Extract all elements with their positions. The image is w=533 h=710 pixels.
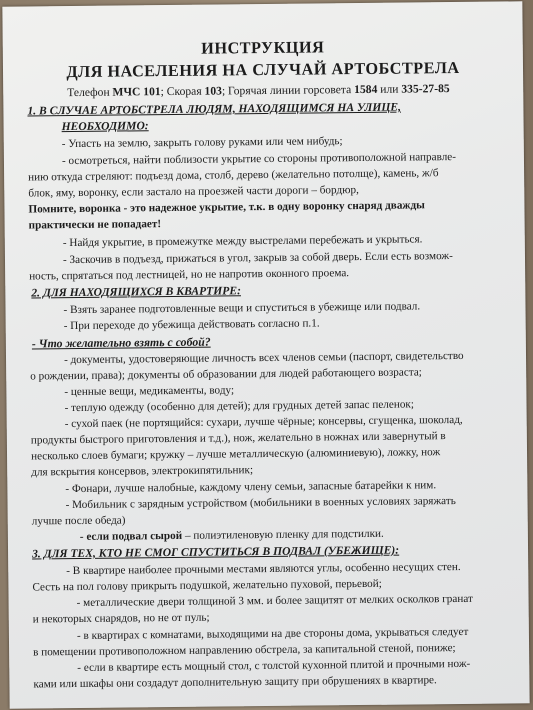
phone-sep2: ; Горячая линии горсовета: [221, 83, 355, 98]
phone-sep3: или: [377, 82, 402, 96]
s3-line: ками или шкафы они создадут дополнительную защиту при обрушениях в квартире.: [33, 674, 437, 691]
s2-item: для вскрытия консервов, электрокипятильник;: [31, 464, 254, 479]
s2-item: лучше после обеда): [31, 514, 126, 528]
s1-line: - осмотреться, найти поблизости укрытие со стороны противоположной направле-: [61, 151, 457, 168]
phone-sep1: ; Скорая: [160, 84, 205, 99]
s1-line: - Найдя укрытие, в промежутке между выстрелами перебежать и укрыться.: [62, 233, 423, 250]
s2-item: продукты быстрого приготовления и т.д.), нож, желательно в ножнах или завернутый в: [30, 430, 446, 447]
s3-line: Сесть на пол голову прикрыть подушкой, желательно пуховой, перьевой;: [32, 577, 382, 594]
s2-item: - теплую одежду (особенно для детей); для грудных детей запас пеленок;: [64, 398, 415, 415]
phone-alt: 335-27-85: [401, 82, 450, 96]
phone-ambulance: 103: [204, 84, 222, 98]
s2-item: - Мобильник с зарядным устройством (мобильники в военных условиях заряжать: [65, 495, 456, 512]
s1-line: нию откуда стреляют: подъезд дома, столб, дерево (желательно потолще), камень, ж/б: [28, 167, 439, 184]
phone-hotline: 1584: [354, 82, 378, 97]
s1-line: - Заскочив в подъезд, прижаться в угол, закрыв за собой дверь. Если есть возмож-: [62, 250, 453, 267]
section2-subheading: - Что желательно взять с собой?: [31, 334, 211, 351]
section1-heading: 1. В СЛУЧАЕ АРТОБСТРЕЛА ЛЮДЯМ, НАХОДЯЩИМСЯ НА УЛИЦЕ,: [27, 100, 402, 118]
s3-line: в помещении противоположном направлению обстрела, за капитальной стеной, пониже;: [33, 642, 456, 659]
s1-warning-cont: практически не попадает!: [28, 218, 162, 232]
title-line-2: ДЛЯ НАСЕЛЕНИЯ НА СЛУЧАЙ АРТОБСТРЕЛА: [66, 57, 460, 82]
s2-item: - ценные вещи, медикаменты, воду;: [64, 384, 235, 399]
section1-heading-cont: НЕОБХОДИМО:: [61, 119, 149, 134]
section3-heading: 3. ДЛЯ ТЕХ, КТО НЕ СМОГ СПУСТИТЬСЯ В ПОДВАЛ (УБЕЖИЩЕ):: [32, 543, 400, 561]
phone-line: [67, 82, 450, 100]
s2-wet-basement: [80, 527, 384, 544]
s3-line: - В квартире наиболее прочными местами являются углы, особенно несущих стен.: [66, 560, 461, 578]
s2-item: о рождении, права); документы об образовании для людей работающего возраста;: [30, 366, 422, 383]
section2-heading: 2. ДЛЯ НАХОДЯЩИХСЯ В КВАРТИРЕ:: [31, 284, 242, 300]
s3-line: - если в квартире есть мощный стол, с толстой кухонной плитой и прочными нож-: [77, 657, 471, 674]
phone-prefix: Телефон: [67, 85, 113, 100]
s3-line: - металлические двери толщиной 3 мм. и более защитят от мелких осколков гранат: [76, 592, 473, 609]
s2-line: - Взять заранее подготовленные вещи и спуститься в убежище или подвал.: [63, 300, 421, 317]
s2-wet-bold: - если подвал сырой: [79, 529, 183, 543]
s1-warning: Помните, воронка - это надежное укрытие, т.к. в одну воронку снаряд дважды: [28, 199, 425, 216]
s2-item: - сухой паек (не портящийся: сухари, лучше чёрные; консервы, сгущенка, шоколад,: [64, 413, 463, 431]
s3-line: - в квартирах с комнатами, выходящими на две стороны дома, укрываться следует: [76, 625, 469, 642]
s3-line: и некоторых снарядов, но не от пуль;: [32, 611, 210, 626]
phone-mchs: МЧС 101: [112, 85, 161, 99]
s2-line: - При переходе до убежища действовать согласно п.1.: [63, 317, 320, 333]
s1-line: ность, спрятаться под лестницей, но не напротив оконного проема.: [29, 267, 350, 283]
s2-item: несколько слоев бумаги; кружку – лучше металлическую (алюминиевую), ложку, нож: [30, 446, 441, 463]
s2-item: - документы, удостоверяющие личность всех членов семьи (паспорт, свидетельство: [63, 349, 464, 367]
s1-line: блок, яму, воронку, если застало на проезжей части дороги – бордюр,: [28, 184, 359, 200]
title-line-1: ИНСТРУКЦИЯ: [201, 37, 325, 58]
s2-wet-rest: – полиэтиленовую пленку для подстилки.: [182, 527, 384, 542]
instruction-sheet: [2, 1, 529, 708]
s1-line: - Упасть на землю, закрыть голову руками или чем нибудь;: [61, 135, 343, 151]
s2-item: - Фонари, лучше налобные, каждому члену семьи, запасные батарейки к ним.: [65, 479, 437, 496]
